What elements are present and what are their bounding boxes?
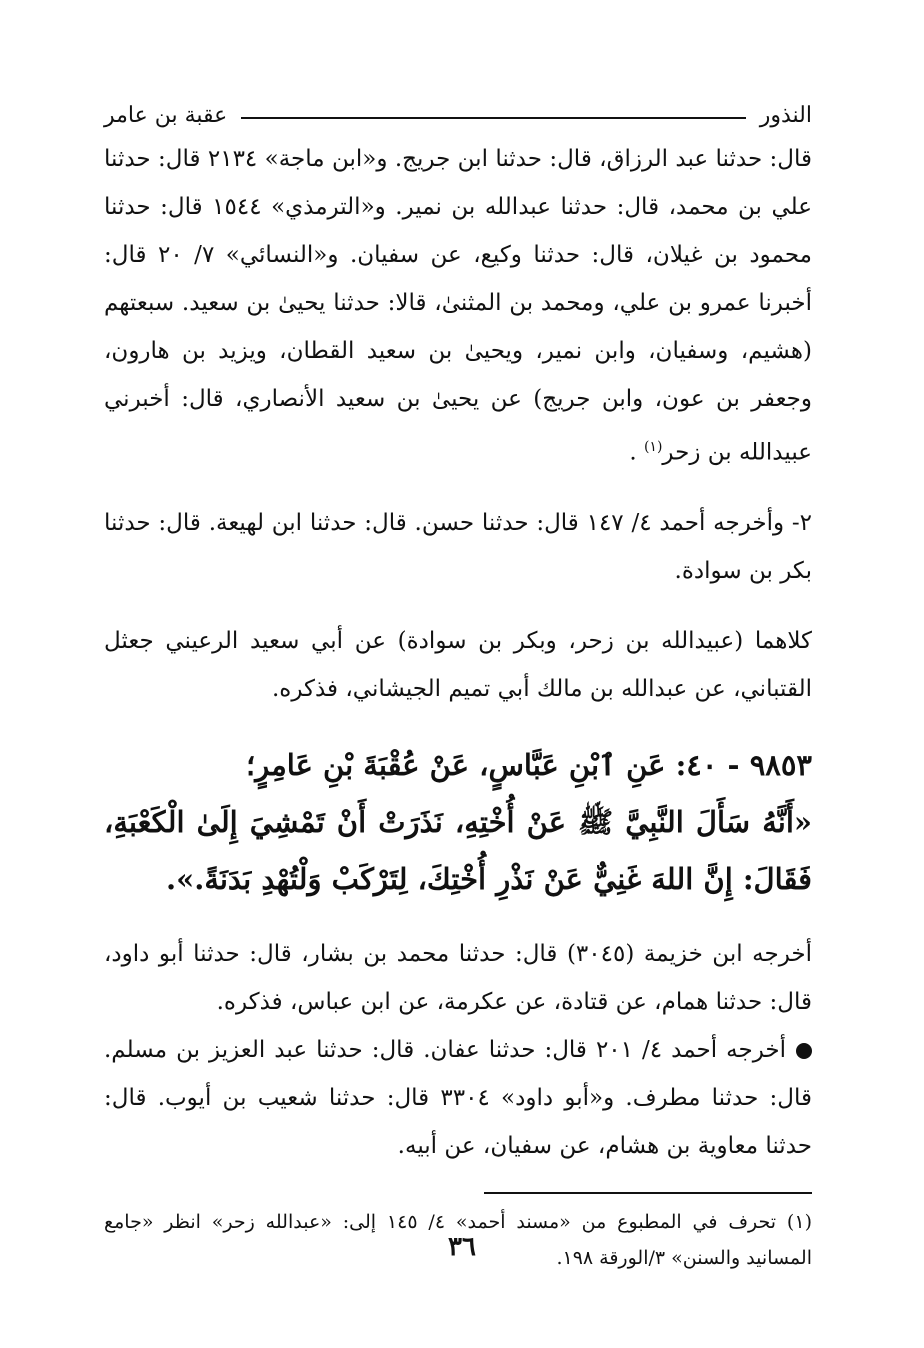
book-page: [104, 95, 812, 1276]
footnote-separator: [484, 1192, 812, 1194]
footnote-ref: (١): [643, 439, 663, 455]
hadith-heading: ٩٨٥٣ - ٤٠: عَنِ ٱبْنِ عَبَّاسٍ، عَنْ عُقْبَةَ بْنِ عَامِرٍ؛: [246, 747, 812, 782]
page-number: ٣٦: [448, 1232, 476, 1262]
takhrij-paragraph-2: [104, 1026, 812, 1170]
sources-text-1: قال: حدثنا عبد الرزاق، قال: حدثنا ابن جريج. و«ابن ماجة» ٢١٣٤ قال: حدثنا علي بن محمد، قال: حدثنا عبدالله بن نمير. و«الترمذي» ١٥٤٤ قال: حدثنا محمود بن غيلان، قال: حدثنا وكيع، عن سفيان. و«النسائي» ٧/ ٢٠ قال: أخبرنا عمرو بن علي، ومحمد بن المثنىٰ، قالا: حدثنا يحيىٰ بن سعيد. سبعتهم (هشيم، وسفيان، وابن نمير، ويحيىٰ بن سعيد القطان، ويزيد بن هارون، وجعفر بن عون، وابن جريج) عن يحيىٰ بن سعيد الأنصاري، قال: أخبرني عبيدالله بن زحر: [104, 146, 812, 466]
sources-paragraph-2: ٢- وأخرجه أحمد ٤/ ١٤٧ قال: حدثنا حسن. قال: حدثنا ابن لهيعة. قال: حدثنا بكر بن سوادة.: [104, 509, 813, 584]
section-title: عقبة بن عامر: [104, 102, 228, 128]
takhrij-text-2: أخرجه أحمد ٤/ ٢٠١ قال: حدثنا عفان. قال: حدثنا عبد العزيز بن مسلم. قال: حدثنا مطرف. و«أبو داود» ٣٣٠٤ قال: حدثنا شعيب بن أيوب. قال: حدثنا معاوية بن هشام، عن سفيان، عن أبيه.: [104, 1036, 813, 1159]
hadith-block: [104, 737, 812, 908]
sources-text-1-end: .: [629, 439, 637, 466]
bullet-icon: [796, 1043, 812, 1059]
sources-paragraph-3: كلاهما (عبيدالله بن زحر، وبكر بن سوادة) عن أبي سعيد الرعيني جعثل القتباني، عن عبدالله بن مالك أبي تميم الجيشاني، فذكره.: [104, 627, 812, 702]
sources-paragraph-1: [104, 135, 812, 477]
takhrij-paragraph-1: أخرجه ابن خزيمة (٣٠٤٥) قال: حدثنا محمد بن بشار، قال: حدثنا أبو داود، قال: حدثنا همام، عن قتادة، عن عكرمة، عن ابن عباس، فذكره.: [104, 940, 812, 1015]
running-header: [104, 95, 812, 135]
hadith-text: «أَنَّهُ سَأَلَ النَّبِيَّ ﷺ عَنْ أُخْتِهِ، نَذَرَتْ أَنْ تَمْشِيَ إِلَىٰ الْكَعْبَةِ، فَقَالَ: إِنَّ اللهَ غَنِيٌّ عَنْ نَذْرِ أُخْتِكَ، لِتَرْكَبْ وَلْتُهْدِ بَدَنَةً.».: [104, 804, 812, 896]
footnote: (١) تحرف في المطبوع من «مسند أحمد» ٤/ ١٤٥ إلى: «عبدالله زحر» انظر «جامع المسانيد والسنن» ٣/الورقة ١٩٨.: [104, 1210, 812, 1269]
chapter-title: النذور: [759, 102, 812, 128]
header-rule: [241, 117, 745, 119]
